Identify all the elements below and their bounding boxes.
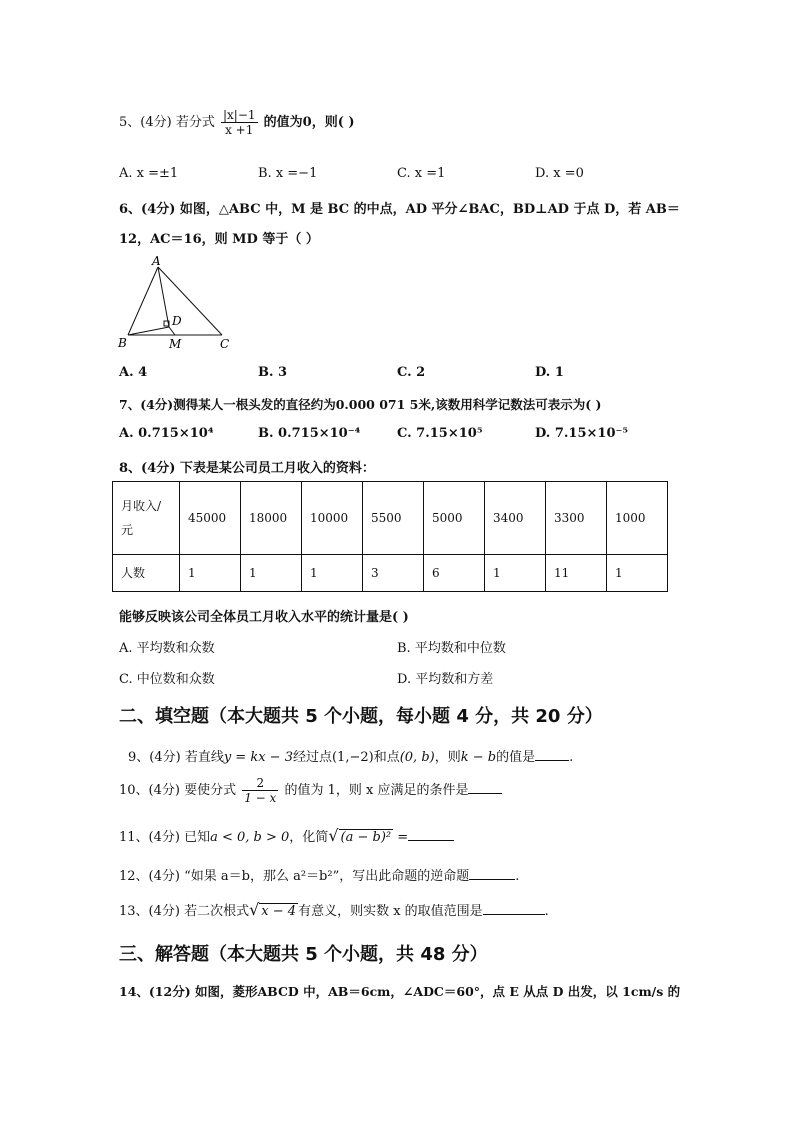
count-cell: 1 (302, 555, 363, 592)
income-cell: 1000 (607, 482, 668, 555)
q7-option-b[interactable]: B. 0.715×10⁻⁴ (258, 426, 361, 441)
income-cell: 18000 (241, 482, 302, 555)
q9-stem: 9、(4分) 若直线y = kx − 3经过点(1,−2)和点(0, b)，则k − b的值是 . (128, 750, 574, 765)
q7-option-a[interactable]: A. 0.715×10⁴ (119, 426, 214, 441)
q10-answer-blank[interactable] (468, 781, 502, 794)
q6-option-b[interactable]: B. 3 (258, 365, 288, 380)
income-header-cell: 月收入/元 (113, 482, 180, 555)
q6-label-d: D (172, 314, 182, 328)
q11-answer-blank[interactable] (408, 828, 454, 841)
count-cell: 11 (546, 555, 607, 592)
q5-stem: 5、(4分) 若分式 $\frac{|x|-1}{x +1}$ 的值为0，则( ) (119, 108, 355, 137)
q12-answer-blank[interactable] (469, 867, 515, 880)
q5-option-b[interactable]: B. x =−1 (258, 166, 318, 181)
q5-fraction (221, 108, 258, 137)
q8-stem: 8、(4分) 下表是某公司员工月收入的资料： (119, 461, 375, 476)
q8-question: 能够反映该公司全体员工月收入水平的统计量是( ) (119, 610, 409, 625)
q13-stem: 13、(4分) 若二次根式√ x − 4 有意义，则实数 x 的取值范围是 . (119, 900, 549, 919)
count-cell: 1 (607, 555, 668, 592)
sqrt-icon: √ (249, 900, 260, 919)
q6-side-ab (128, 267, 158, 335)
q8-income-table (112, 481, 668, 592)
q6-side-ac (158, 267, 222, 335)
q12-stem: 12、(4分) “如果 a＝b，那么 a²＝b²”，写出此命题的逆命题 . (119, 869, 520, 884)
q6-option-c[interactable]: C. 2 (397, 365, 426, 380)
table-row (113, 482, 668, 555)
q5-denominator: x +1 (225, 123, 254, 137)
q13-answer-blank[interactable] (483, 902, 545, 915)
q9-point-1: (1,−2) (331, 750, 374, 765)
q14-stem: 14、(12分) 如图，菱形ABCD 中，AB＝6cm，∠ADC＝60°，点 E 从点 D 出发，以 1cm/s 的 (119, 984, 681, 999)
q11-condition: a < 0, b > 0 (210, 830, 290, 845)
section-2-heading: 二、填空题（本大题共 5 个小题，每小题 4 分，共 20 分） (119, 706, 603, 727)
section-3-heading: 三、解答题（本大题共 5 个小题，共 48 分） (119, 944, 488, 965)
q9-line-expr: y = kx − 3 (223, 750, 293, 765)
q8-option-a[interactable]: A. 平均数和众数 (119, 641, 215, 656)
income-cell: 5500 (363, 482, 424, 555)
q6-label-a: A (152, 255, 161, 268)
income-cell: 10000 (302, 482, 363, 555)
q5-option-d[interactable]: D. x =0 (535, 166, 584, 181)
q10-fraction (242, 776, 278, 805)
q8-option-b[interactable]: B. 平均数和中位数 (397, 641, 506, 656)
count-cell: 1 (180, 555, 241, 592)
q6-option-a[interactable]: A. 4 (119, 365, 148, 380)
q6-triangle-figure (116, 255, 236, 353)
q6-segment-bd (128, 327, 169, 335)
q10-stem: 10、(4分) 要使分式 $\frac{2}{1 - x}$ 的值为 1，则 x 应满足的条件是 (119, 776, 502, 805)
q11-stem: 11、(4分) 已知a < 0, b > 0，化简√ (a − b)² = (119, 826, 454, 845)
q9-answer-blank[interactable] (535, 748, 569, 761)
sqrt-icon: √ (328, 826, 339, 845)
q9-k-minus-b: k − b (460, 750, 497, 765)
count-cell: 1 (241, 555, 302, 592)
q8-option-d[interactable]: D. 平均数和方差 (397, 672, 494, 687)
q7-option-d[interactable]: D. 7.15×10⁻⁵ (535, 426, 629, 441)
q6-label-m: M (169, 337, 182, 351)
income-cell: 5000 (424, 482, 485, 555)
q5-option-c[interactable]: C. x =1 (397, 166, 446, 181)
q7-option-c[interactable]: C. 7.15×10⁵ (397, 426, 483, 441)
income-cell: 3300 (546, 482, 607, 555)
income-cell: 3400 (485, 482, 546, 555)
q6-option-d[interactable]: D. 1 (535, 365, 564, 380)
count-cell: 1 (485, 555, 546, 592)
q8-option-c[interactable]: C. 中位数和众数 (119, 672, 215, 687)
q5-numerator: |x|−1 (222, 108, 256, 122)
q6-segment-ad (158, 267, 169, 327)
q9-point-2: (0, b) (399, 750, 435, 765)
q6-label-b: B (118, 336, 127, 350)
q5-option-a[interactable]: A. x =±1 (119, 166, 179, 181)
count-header-cell: 人数 (113, 555, 180, 592)
q6-label-c: C (220, 337, 230, 351)
count-cell: 3 (363, 555, 424, 592)
table-row (113, 555, 668, 592)
q10-numerator: 2 (242, 776, 278, 791)
q6-stem-line1: 6、(4分) 如图，△ABC 中，M 是 BC 的中点，AD 平分∠BAC，BD⊥AD 于点 D，若 AB＝ (119, 202, 680, 217)
q11-radicand: (a − b)² (340, 830, 392, 845)
q7-stem: 7、(4分)测得某人一根头发的直径约为0.000 071 5米,该数用科学记数法可表示为( ) (119, 397, 602, 412)
q10-denominator: 1 − x (244, 791, 277, 805)
q13-radicand: x − 4 (261, 904, 297, 919)
q6-segment-dm (169, 327, 175, 335)
count-cell: 6 (424, 555, 485, 592)
q6-stem-line2: 12，AC＝16，则 MD 等于（ ） (119, 232, 319, 247)
income-cell: 45000 (180, 482, 241, 555)
